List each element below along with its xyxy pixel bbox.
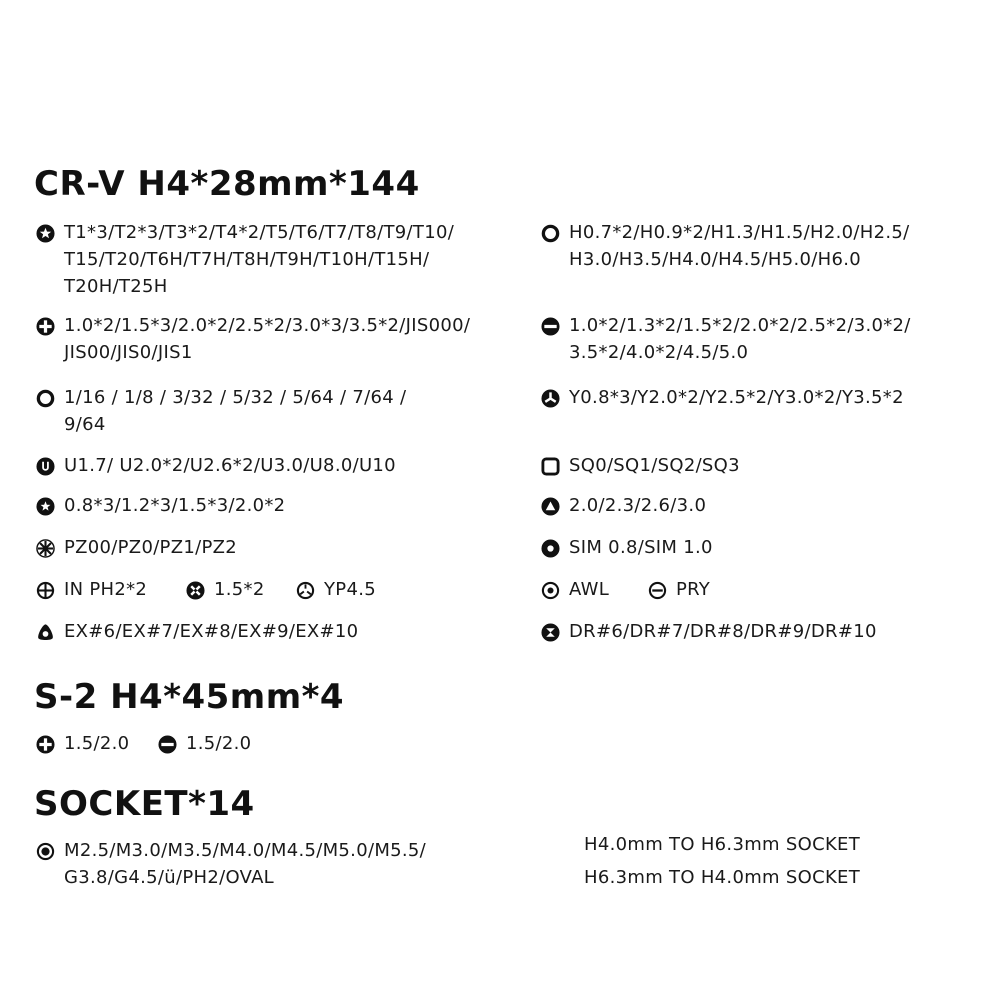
bit-line: 1.5/2.0 (186, 733, 252, 754)
bit-group-tri-wing (36, 618, 358, 645)
y-tip-icon (541, 389, 560, 408)
bit-line: T15/T20/T6H/T7H/T8H/T9H/T10H/T15H/ (64, 249, 430, 270)
socket-adapter-notes (584, 828, 860, 894)
tri-wing-icon (36, 623, 55, 642)
cross-slot-icon (186, 581, 205, 600)
torx-icon (36, 224, 55, 243)
bit-cross-slot (186, 576, 265, 603)
bit-group-pentalobe (36, 492, 285, 519)
bit-line: T20H/T25H (64, 276, 168, 297)
bit-line: EX#6/EX#7/EX#8/EX#9/EX#10 (64, 621, 359, 642)
bit-line: H0.7*2/H0.9*2/H1.3/H1.5/H2.0/H2.5/ (569, 222, 910, 243)
pentalobe-icon (36, 497, 55, 516)
pozidriv-icon (36, 539, 55, 558)
bit-group-dr (541, 618, 877, 645)
bit-line: PRY (676, 579, 711, 600)
bit-awl (541, 576, 609, 603)
bit-group-slotted (541, 312, 911, 366)
sim-pin-icon (541, 539, 560, 558)
bit-group-y-tip (541, 384, 904, 411)
socket-group (36, 837, 426, 891)
in-ph-icon (36, 581, 55, 600)
bit-line: SIM 0.8/SIM 1.0 (569, 537, 713, 558)
dr-icon (541, 623, 560, 642)
bit-group-sim (541, 534, 713, 561)
bit-line: 1.0*2/1.3*2/1.5*2/2.0*2/2.5*2/3.0*2/ (569, 315, 911, 336)
square-icon (541, 457, 560, 476)
bit-group-inch-hex (36, 384, 406, 438)
bit-line: SQ0/SQ1/SQ2/SQ3 (569, 455, 740, 476)
slotted-icon (158, 735, 177, 754)
s2-slotted (158, 730, 251, 757)
bit-line: 1.5*2 (214, 579, 265, 600)
bit-yp (296, 576, 376, 603)
slotted-icon (541, 317, 560, 336)
phillips-icon (36, 317, 55, 336)
bit-line: IN PH2*2 (64, 579, 148, 600)
yp-icon (296, 581, 315, 600)
bit-pry (648, 576, 710, 603)
bit-line: DR#6/DR#7/DR#8/DR#9/DR#10 (569, 621, 877, 642)
ring-icon (36, 389, 55, 408)
hex-ring-icon (541, 224, 560, 243)
socket-icon (36, 842, 55, 861)
bit-line: Y0.8*3/Y2.0*2/Y2.5*2/Y3.0*2/Y3.5*2 (569, 387, 904, 408)
phillips-icon (36, 735, 55, 754)
bit-line: M2.5/M3.0/M3.5/M4.0/M4.5/M5.0/M5.5/ (64, 840, 427, 861)
bit-line: 3.5*2/4.0*2/4.5/5.0 (569, 342, 749, 363)
pry-icon (648, 581, 667, 600)
bit-line: 1.0*2/1.5*3/2.0*2/2.5*2/3.0*3/3.5*2/JIS000/ (64, 315, 471, 336)
bit-group-triangle (541, 492, 706, 519)
bit-line: T1*3/T2*3/T3*2/T4*2/T5/T6/T7/T8/T9/T10/ (64, 222, 455, 243)
bit-in-ph (36, 576, 147, 603)
triangle-icon (541, 497, 560, 516)
awl-icon (541, 581, 560, 600)
bit-line: 1.5/2.0 (64, 733, 130, 754)
bit-group-square (541, 452, 740, 479)
bit-line: PZ00/PZ0/PZ1/PZ2 (64, 537, 237, 558)
socket-note: H6.3mm TO H4.0mm SOCKET (584, 867, 861, 888)
bit-group-u-shape (36, 452, 396, 479)
bit-line: 2.0/2.3/2.6/3.0 (569, 495, 707, 516)
section-title-s2: S-2 H4*45mm*4 (34, 677, 345, 717)
bit-line: G3.8/G4.5/ü/PH2/OVAL (64, 867, 275, 888)
bit-line: U1.7/ U2.0*2/U2.6*2/U3.0/U8.0/U10 (64, 455, 396, 476)
bit-group-hex (541, 219, 909, 273)
bit-line: H3.0/H3.5/H4.0/H4.5/H5.0/H6.0 (569, 249, 861, 270)
bit-group-pozidriv (36, 534, 237, 561)
s2-phillips (36, 730, 129, 757)
bit-line: YP4.5 (324, 579, 376, 600)
section-title-crv: CR-V H4*28mm*144 (34, 164, 420, 204)
bit-line: 1/16 / 1/8 / 3/32 / 5/32 / 5/64 / 7/64 / (64, 387, 407, 408)
section-title-socket: SOCKET*14 (34, 784, 255, 824)
bit-line: 9/64 (64, 414, 106, 435)
bit-line: AWL (569, 579, 610, 600)
u-shape-icon (36, 457, 55, 476)
socket-note: H4.0mm TO H6.3mm SOCKET (584, 834, 861, 855)
bit-group-phillips (36, 312, 470, 366)
bit-line: 0.8*3/1.2*3/1.5*3/2.0*2 (64, 495, 286, 516)
bit-line: JIS00/JIS0/JIS1 (64, 342, 193, 363)
bit-group-torx (36, 219, 454, 300)
